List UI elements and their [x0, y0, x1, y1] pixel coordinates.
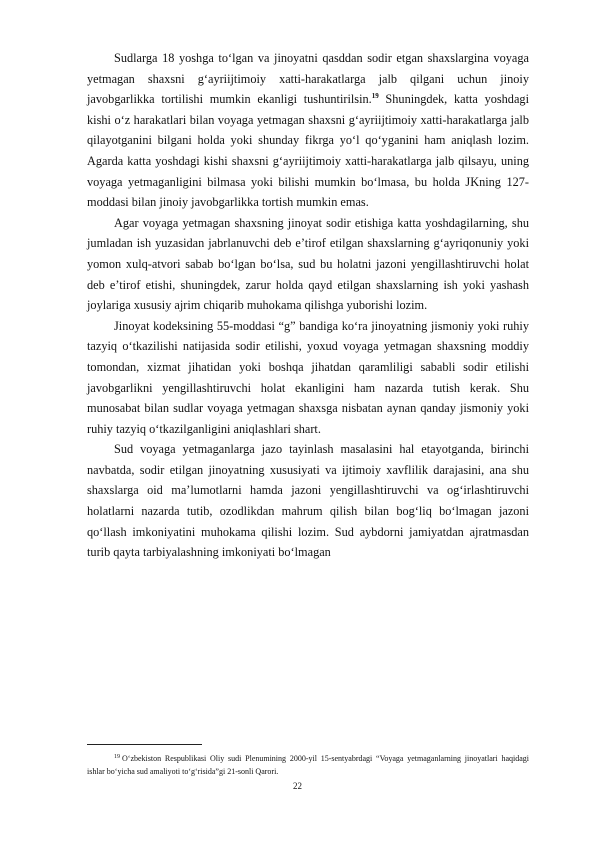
- footnote-reference: 19: [371, 92, 379, 101]
- footnote-number: 19: [114, 754, 120, 760]
- paragraph-1-text-before: Sudlarga 18 yoshga to‘lgan va jinoyatni qasddan sodir etgan shaxslargina voyaga yetmagan shaxsni g‘ayriijtimoiy xatti-harakatlarga jalb qilgani uchun jinoiy javobgarlikka tortilishi mumkin ekanligi tushuntirilsin.: [87, 51, 529, 107]
- body-text: [87, 48, 529, 563]
- page-number: 22: [293, 781, 302, 791]
- paragraph-2: Agar voyaga yetmagan shaxsning jinoyat sodir etishiga katta yoshdagilarning, shu jumladan ish yuzasidan jabrlanuvchi deb e’tirof etilgan shaxslarning g‘ayriqonuniy yoki yomon xulq-atvori sabab bo‘lgan bo‘lsa, sud bu holatni jazoni yengillashtiruvchi holat deb e’tirof etishi, shuningdek, zarur holda qayd etilgan shaxslarning ish yoki yashash joylariga xususiy ajrim chiqarib muhokama qilishga yuborishi lozim.: [87, 215, 529, 313]
- footnote: [87, 752, 529, 778]
- paragraph-3: Jinoyat kodeksining 55-moddasi “g” bandiga ko‘ra jinoyatning jismoniy yoki ruhiy tazyiq o‘tkazilishi natijasida sodir etilishi, yoxud voyaga yetmagan shaxsning moddiy tomondan, xizmat jihatidan yoki boshqa jihatdan qaramliligi sababli sodir etilishi javobgarlikni yengillashtiruvchi holat ekanligini ham nazarda tutish kerak. Shu munosabat bilan sudlar voyaga yetmagan shaxsga nisbatan aynan qanday jismoniy yoki ruhiy tazyiq o‘tkazilganligini aniqlashlari shart.: [87, 318, 529, 436]
- paragraph-1-text-after: Shuningdek, katta yoshdagi kishi o‘z harakatlari bilan voyaga yetmagan shaxsni g‘ayriijtimoiy xatti-harakatlarga jalb qilayotganini bilgani holda yoki shunday fikrga yo‘l qo‘yganini ham aniqlash lozim. Agarda katta yoshdagi kishi shaxsni g‘ayriijtimoiy xatti-harakatlarga jalb qilsayu, uning voyaga yetmaganligini bilmasa yoki bilishi mumkin bo‘lmasa, bu holda JKning 127-moddasi bilan jinoiy javobgarlikka tortish mumkin emas.: [87, 92, 529, 210]
- footnote-separator: [87, 744, 202, 745]
- paragraph-4: Sud voyaga yetmaganlarga jazo tayinlash masalasini hal etayotganda, birinchi navbatda, sodir etilgan jinoyatning xususiyati va ijtimoiy xavflilik darajasini, ana shu shaxslarga oid ma’lumotlarni hamda jazoni yengillashtiruvchi va og‘irlashtiruvchi holatlarni nazarda tutib, ozodlikdan mahrum qilish bilan bog‘liq bo‘lmagan jazoni qo‘llash imkoniyatini muhokama qilishi lozim. Sud aybdorni jamiyatdan ajratmasdan turib qayta tarbiyalashning imkoniyati bo‘lmagan: [87, 442, 529, 560]
- paragraph-1: [87, 48, 529, 213]
- footnote-text: O‘zbekiston Respublikasi Oliy sudi Plenumining 2000-yil 15-sentyabrdagi “Voyaga yetmaganlarning jinoyatlari haqidagi ishlar bo‘yicha sud amaliyoti to‘g‘risida”gi 21-sonli Qarori.: [87, 754, 529, 776]
